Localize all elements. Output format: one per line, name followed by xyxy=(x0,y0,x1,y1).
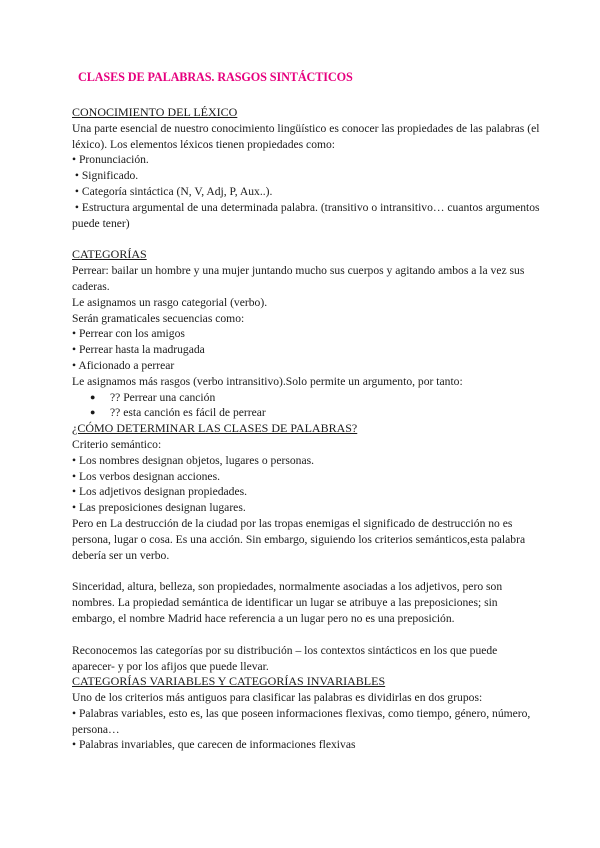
heading-variables: CATEGORÍAS VARIABLES Y CATEGORÍAS INVARIABLES xyxy=(72,674,386,689)
lexico-item: • Estructura argumental de una determinada palabra. (transitivo o intransitivo… cuantos argumentos puede tener) xyxy=(72,200,543,230)
paragraph-destruccion: Pero en La destrucción de la ciudad por las tropas enemigas el significado de destrucción no es persona, lugar o cosa. Es una acción. Sin embargo, siguiendo los criterios semánticos,esta palabra debería ser un verbo. xyxy=(72,516,526,562)
lexico-item: • Categoría sintáctica (N, V, Adj, P, Aux..). xyxy=(72,184,273,198)
criterio-item: • Las preposiciones designan lugares. xyxy=(72,501,246,515)
variables-item: • Palabras invariables, que carecen de informaciones flexivas xyxy=(72,738,356,752)
categorias-item: • Perrear hasta la madrugada xyxy=(72,343,205,357)
heading-determinar: ¿CÓMO DETERMINAR LAS CLASES DE PALABRAS? xyxy=(72,421,358,436)
categorias-item: • Aficionado a perrear xyxy=(72,358,175,372)
categorias-definition: Perrear: bailar un hombre y una mujer juntando mucho sus cuerpos y agitando ambos a la vez sus caderas. xyxy=(72,264,525,293)
ejemplo-item: ● ?? esta canción es fácil de perrear xyxy=(72,405,542,421)
document-title: CLASES DE PALABRAS. RASGOS SINTÁCTICOS xyxy=(78,70,353,84)
lexico-intro: Una parte esencial de nuestro conocimiento lingüístico es conocer las propiedades de las palabras (el léxico). Los elementos léxicos tienen propiedades como: xyxy=(72,121,540,151)
criterio-label: Criterio semántico: xyxy=(72,437,162,451)
variables-item: • Palabras variables, esto es, las que poseen informaciones flexivas, como tiempo, género, número, persona… xyxy=(72,706,531,736)
heading-categorias: CATEGORÍAS xyxy=(72,247,147,262)
categorias-secuencias: Serán gramaticales secuencias como: xyxy=(72,311,245,325)
lexico-item: • Significado. xyxy=(72,169,139,183)
ejemplos-list xyxy=(72,390,542,422)
criterio-item: • Los nombres designan objetos, lugares o personas. xyxy=(72,453,315,467)
categorias-item: • Perrear con los amigos xyxy=(72,327,185,341)
lexico-item: • Pronunciación. xyxy=(72,153,149,167)
document-body xyxy=(72,105,542,753)
categorias-rasgo: Le asignamos un rasgo categorial (verbo). xyxy=(72,295,268,309)
criterio-item: • Los adjetivos designan propiedades. xyxy=(72,485,248,499)
paragraph-sinceridad: Sinceridad, altura, belleza, son propiedades, normalmente asociadas a los adjetivos, pero son nombres. La propiedad semántica de identificar un lugar se atribuye a las preposiciones; sin embargo, el nombre Madrid hace referencia a un lugar pero no es una preposición. xyxy=(72,580,503,625)
heading-lexico: CONOCIMIENTO DEL LÉXICO xyxy=(72,105,238,119)
criterio-item: • Los verbos designan acciones. xyxy=(72,469,220,483)
paragraph-distribucion: Reconocemos las categorías por su distribución – los contextos sintácticos en los que puede aparecer- y por los afijos que puede llevar. xyxy=(72,643,498,673)
variables-intro: Uno de los criterios más antiguos para clasificar las palabras es dividirlas en dos grupos: xyxy=(72,691,483,705)
categorias-mas-rasgos: Le asignamos más rasgos (verbo intransitivo).Solo permite un argumento, por tanto: xyxy=(72,374,463,388)
ejemplo-item: ● ?? Perrear una canción xyxy=(72,390,542,406)
